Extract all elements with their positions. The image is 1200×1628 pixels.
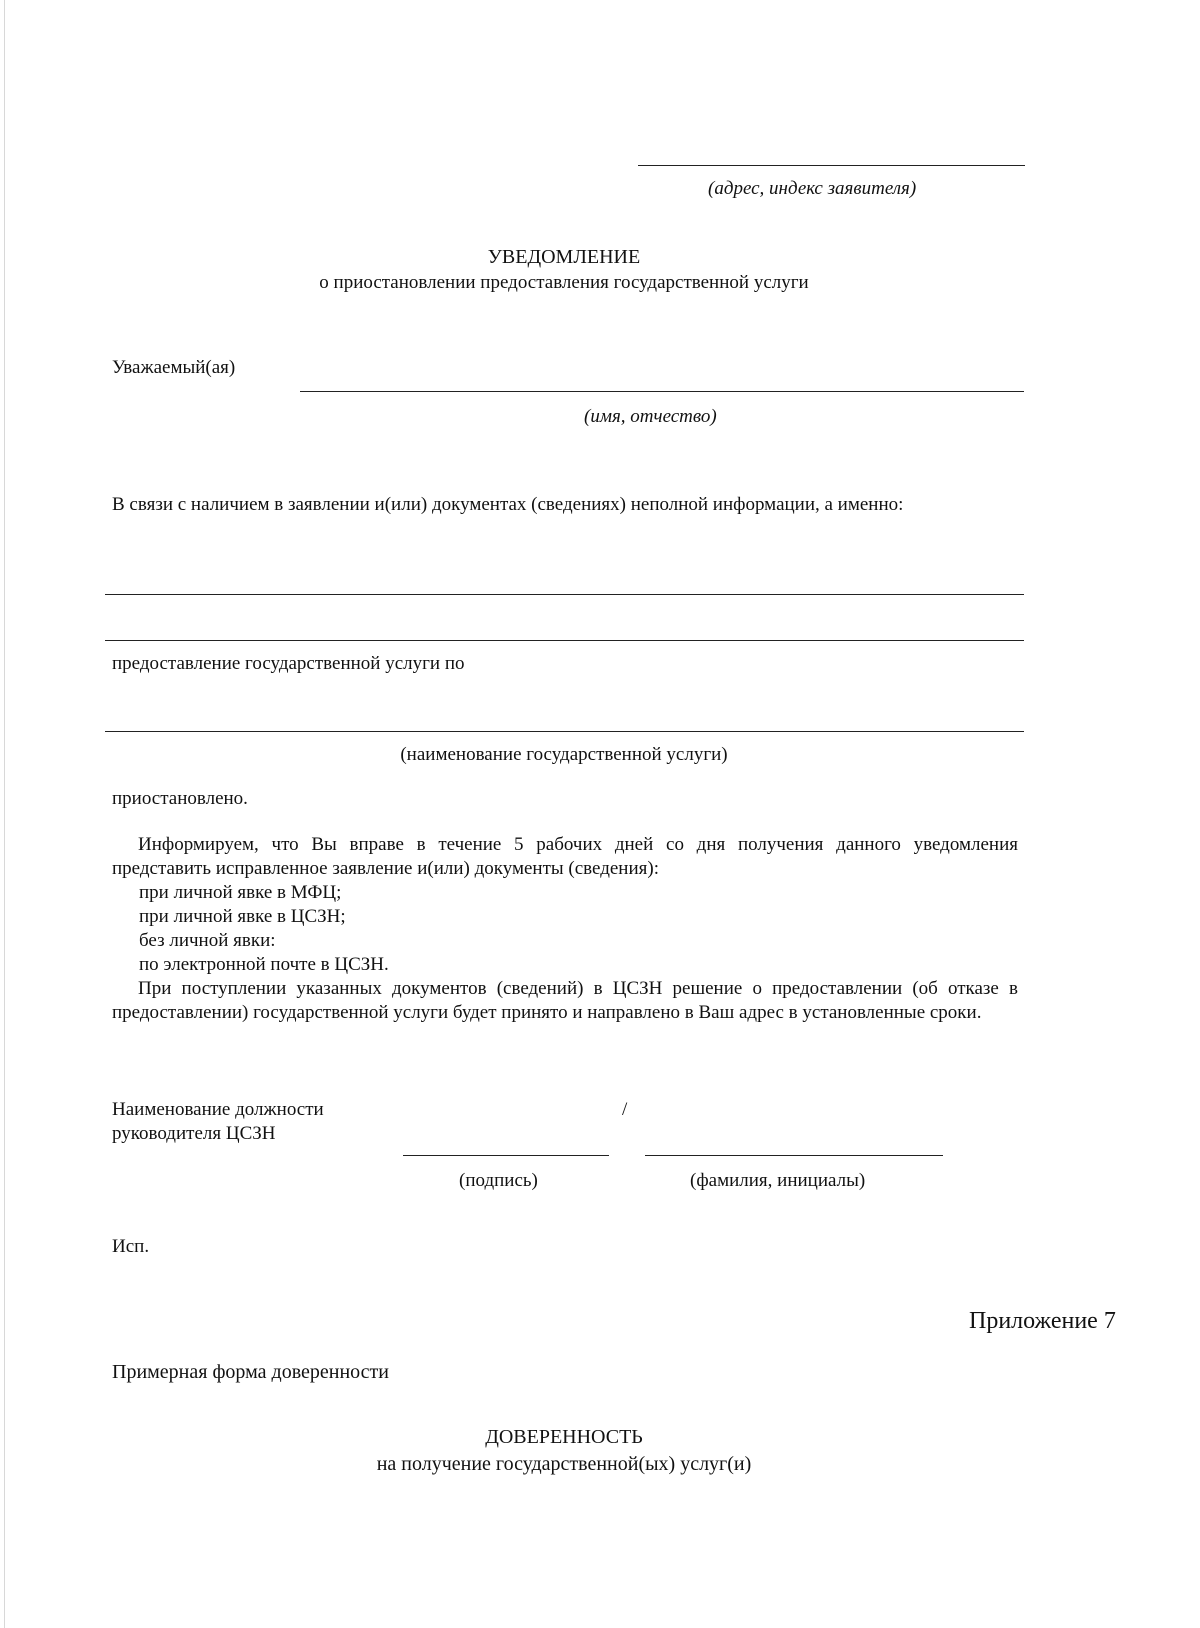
form-title: Примерная форма доверенности [112, 1361, 389, 1383]
reason-line-1 [105, 594, 1024, 595]
option-item: при личной явке в ЦСЗН; [139, 906, 346, 927]
suspended-text: приостановлено. [112, 788, 248, 809]
reason-line-2 [105, 640, 1024, 641]
address-caption: (адрес, индекс заявителя) [708, 178, 917, 199]
service-caption: (наименование государственной услуги) [400, 744, 728, 765]
reason-paragraph: В связи с наличием в заявлении и(или) документах (сведениях) неполной информации, а именно: [112, 494, 904, 515]
option-item: при личной явке в МФЦ; [139, 882, 342, 903]
option-item: без личной явки: [139, 930, 276, 951]
surname-caption: (фамилия, инициалы) [690, 1170, 866, 1191]
executor-label: Исп. [112, 1236, 150, 1257]
service-line [105, 731, 1024, 732]
signature-line [403, 1155, 609, 1156]
signature-slash: / [622, 1099, 628, 1120]
inform-paragraph: Информируем, что Вы вправе в течение 5 рабочих дней со дня получения данного уведомления представить исправленное заявление и(или) документы (сведения): [112, 834, 1018, 879]
service-intro: предоставление государственной услуги по [112, 653, 465, 674]
proxy-title: ДОВЕРЕННОСТЬ [485, 1426, 643, 1448]
position-line-1: Наименование должности [112, 1099, 324, 1120]
notice-subtitle: о приостановлении предоставления государственной услуги [319, 272, 809, 293]
position-line-2: руководителя ЦСЗН [112, 1123, 276, 1144]
surname-line [645, 1155, 943, 1156]
option-item: по электронной почте в ЦСЗН. [139, 954, 389, 975]
decision-paragraph: При поступлении указанных документов (сведений) в ЦСЗН решение о предоставлении (об отказе в предоставлении) государственной услуги будет принято и направлено в Ваш адрес в установленные сроки. [112, 978, 1018, 1023]
name-line [300, 391, 1024, 392]
proxy-subtitle: на получение государственной(ых) услуг(и) [376, 1453, 752, 1475]
name-caption: (имя, отчество) [584, 406, 717, 427]
notice-title: УВЕДОМЛЕНИЕ [487, 246, 641, 268]
appendix-label: Приложение 7 [969, 1308, 1116, 1334]
address-line [638, 165, 1025, 166]
salutation: Уважаемый(ая) [112, 357, 236, 378]
signature-caption: (подпись) [459, 1170, 538, 1191]
